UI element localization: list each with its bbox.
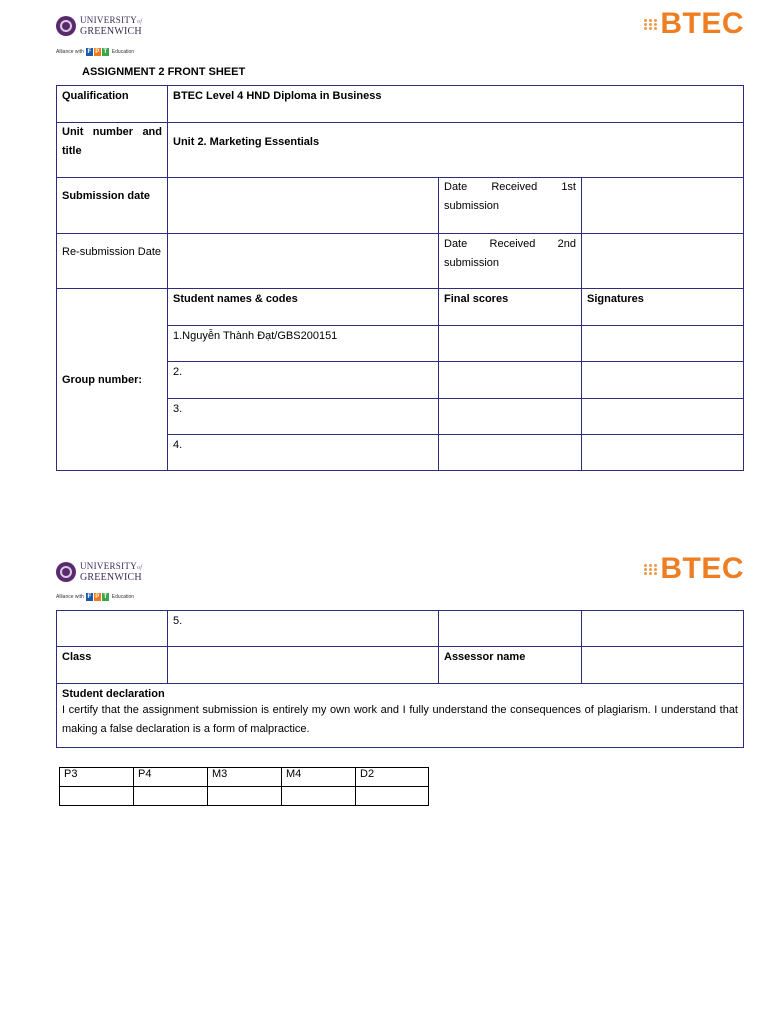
final-score-3[interactable] bbox=[439, 399, 582, 435]
grade-m4-label: M4 bbox=[282, 768, 356, 787]
btec-wordmark: BTEC bbox=[660, 552, 744, 585]
submission-word-2: submission bbox=[444, 257, 500, 269]
btec-dots-icon bbox=[644, 564, 658, 575]
student-name-3[interactable]: 3. bbox=[168, 399, 439, 435]
grade-value-row bbox=[60, 787, 429, 806]
btec-wordmark: BTEC bbox=[660, 7, 744, 40]
assessor-name-label: Assessor name bbox=[439, 647, 582, 684]
university-of-text: of bbox=[137, 565, 143, 571]
front-sheet-table-continued bbox=[56, 610, 744, 748]
student-name-2[interactable]: 2. bbox=[168, 362, 439, 399]
resubmission-date-field[interactable] bbox=[168, 234, 439, 289]
submission-date-field[interactable] bbox=[168, 178, 439, 234]
assessor-name-field[interactable] bbox=[582, 647, 744, 684]
student-name-4[interactable]: 4. bbox=[168, 435, 439, 471]
university-of-greenwich-logo bbox=[56, 16, 142, 36]
university-of-text: of bbox=[137, 19, 143, 25]
grade-d2-label: D2 bbox=[356, 768, 429, 787]
university-text: UNIVERSITY bbox=[80, 561, 137, 571]
final-score-5[interactable] bbox=[439, 611, 582, 647]
btec-logo bbox=[644, 9, 744, 39]
grade-m4-field[interactable] bbox=[282, 787, 356, 806]
unit-label: Unit number and title bbox=[57, 123, 168, 178]
signature-4[interactable] bbox=[582, 435, 744, 471]
grade-p4-field[interactable] bbox=[134, 787, 208, 806]
group-cell-continued bbox=[57, 611, 168, 647]
final-score-2[interactable] bbox=[439, 362, 582, 399]
signature-1[interactable] bbox=[582, 326, 744, 362]
greenwich-text: GREENWICH bbox=[80, 26, 142, 37]
col-signatures-header: Signatures bbox=[582, 289, 744, 326]
page-title: ASSIGNMENT 2 FRONT SHEET bbox=[82, 66, 246, 78]
university-of-greenwich-logo-2 bbox=[56, 562, 142, 582]
final-score-1[interactable] bbox=[439, 326, 582, 362]
declaration-text-line1: I certify that the assignment submission is entirely my own work and I fully understand the consequences of plagiarism. I understand that bbox=[62, 704, 738, 716]
declaration-text-line2: making a false declaration is a form of malpractice. bbox=[62, 723, 310, 735]
signature-5[interactable] bbox=[582, 611, 744, 647]
grade-m3-field[interactable] bbox=[208, 787, 282, 806]
col-student-names-header: Student names & codes bbox=[168, 289, 439, 326]
date-received-2nd-field[interactable] bbox=[582, 234, 744, 289]
student-declaration-cell bbox=[57, 684, 744, 748]
submission-date-label: Submission date bbox=[57, 178, 168, 234]
col-final-scores-header: Final scores bbox=[439, 289, 582, 326]
university-text: UNIVERSITY bbox=[80, 15, 137, 25]
btec-dots-icon bbox=[644, 19, 658, 30]
table-row bbox=[57, 611, 744, 647]
grade-p4-label: P4 bbox=[134, 768, 208, 787]
grade-d2-field[interactable] bbox=[356, 787, 429, 806]
qualification-value: BTEC Level 4 HND Diploma in Business bbox=[168, 86, 744, 123]
qualification-label: Qualification bbox=[57, 86, 168, 123]
date-received-2nd-label: Date Received 2nd bbox=[444, 238, 576, 250]
final-score-4[interactable] bbox=[439, 435, 582, 471]
signature-3[interactable] bbox=[582, 399, 744, 435]
student-name-1[interactable]: 1.Nguyễn Thành Đạt/GBS200151 bbox=[168, 326, 439, 362]
date-received-1st-label: Date Received 1st bbox=[444, 181, 576, 193]
date-received-2nd-cell bbox=[439, 234, 582, 289]
class-field[interactable] bbox=[168, 647, 439, 684]
signature-2[interactable] bbox=[582, 362, 744, 399]
student-name-5[interactable]: 5. bbox=[168, 611, 439, 647]
grade-criteria-table bbox=[59, 767, 429, 806]
crest-icon bbox=[56, 16, 76, 36]
front-sheet-table bbox=[56, 85, 744, 471]
fpt-logo-icon: F P T bbox=[87, 49, 108, 55]
resubmission-date-label: Re-submission Date bbox=[57, 234, 168, 289]
date-received-1st-cell bbox=[439, 178, 582, 234]
fpt-logo-icon: F P T bbox=[87, 594, 108, 600]
grade-m3-label: M3 bbox=[208, 768, 282, 787]
btec-logo-2 bbox=[644, 554, 744, 584]
submission-word-1: submission bbox=[444, 200, 500, 212]
date-received-1st-field[interactable] bbox=[582, 178, 744, 234]
alliance-fpt-logo: Alliance with F P T Education bbox=[56, 49, 135, 55]
greenwich-text: GREENWICH bbox=[80, 572, 142, 583]
group-number-label: Group number: bbox=[57, 289, 168, 471]
unit-value: Unit 2. Marketing Essentials bbox=[168, 123, 744, 178]
grade-p3-label: P3 bbox=[60, 768, 134, 787]
crest-icon bbox=[56, 562, 76, 582]
declaration-title: Student declaration bbox=[62, 688, 165, 700]
class-label: Class bbox=[57, 647, 168, 684]
grade-header-row bbox=[60, 768, 429, 787]
alliance-fpt-logo-2: Alliance with F P T Education bbox=[56, 594, 135, 600]
grade-p3-field[interactable] bbox=[60, 787, 134, 806]
